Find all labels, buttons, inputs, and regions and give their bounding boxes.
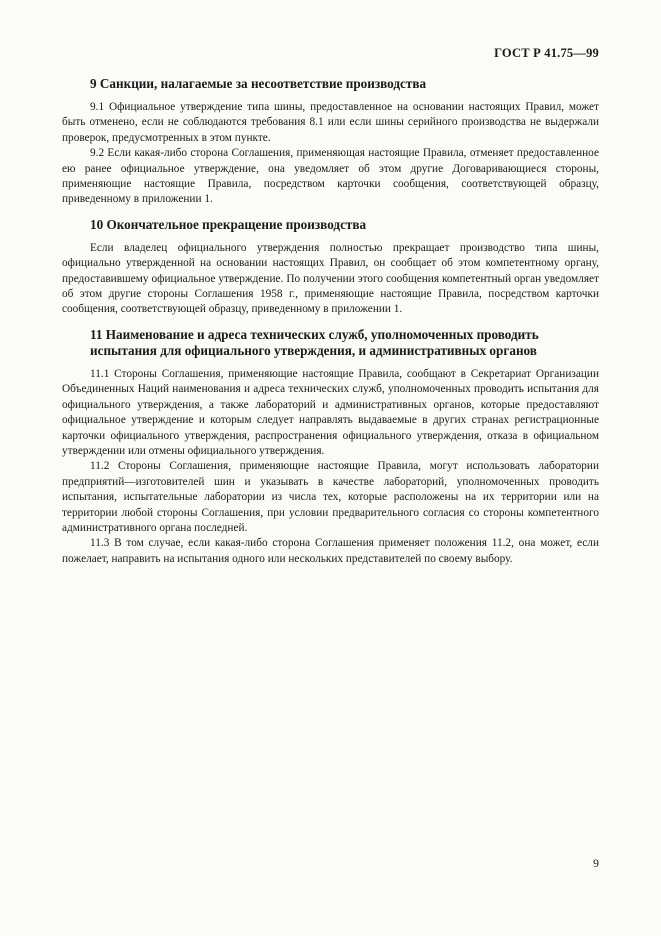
section-10 [62, 217, 599, 318]
paragraph: 9.2 Если какая-либо сторона Соглашения, применяющая настоящие Правила, отменяет предоставленное ею ранее официальное утверждение, она уведомляет об этом другие Договаривающиеся стороны, применяющие настоящие Правила, посредством карточки сообщения, соответствующей образцу, приведенному в приложении 1. [62, 147, 599, 206]
page-number: 9 [593, 856, 599, 870]
section-heading: 10 Окончательное прекращение производства [90, 216, 367, 232]
section-11 [62, 327, 599, 567]
section-9 [62, 76, 599, 208]
paragraph: 9.1 Официальное утверждение типа шины, предоставленное на основании настоящих Правил, может быть отменено, если не соблюдаются требования 8.1 или если шины серийного производства не выдержали проверок, предусмотренных в этом пункте. [62, 101, 599, 144]
paragraph: 11.2 Стороны Соглашения, применяющие настоящие Правила, могут использовать лаборатории предприятий—изготовителей шин и указывать в качестве лабораторий, уполномоченных проводить испытания, испытательные лаборатории из числа тех, которые расположены на их территории или на территории любой стороны Соглашения, при условии предварительного согласия со стороны компетентного административного органа последней. [62, 460, 599, 534]
section-heading: 11 Наименование и адреса технических служб, уполномоченных проводить испытания для официального утверждения, и административных органов [90, 326, 539, 358]
paragraph: 11.3 В том случае, если какая-либо сторона Соглашения применяет положения 11.2, она может, если пожелает, направить на испытания одного или нескольких представителей по своему выбору. [62, 537, 599, 565]
paragraph: Если владелец официального утверждения полностью прекращает производство типа шины, официально утвержденной на основании настоящих Правил, он сообщает об этом компетентному органу, предоставившему официальное утверждение. По получении этого сообщения компетентный орган уведомляет об этом другие стороны Соглашения 1958 г., применяющие настоящие Правила, посредством карточки сообщения, соответствующей образцу, приведенному в приложении 1. [62, 241, 599, 316]
section-heading: 9 Санкции, налагаемые за несоответствие производства [90, 76, 427, 91]
paragraph: 11.1 Стороны Соглашения, применяющие настоящие Правила, сообщают в Секретариат Организации Объединенных Наций наименования и адреса технических служб, уполномоченных проводить испытания для официального утверждения, а также лабораторий и административных органов, которые предоставляют официальное утверждение и которым следует направлять выдаваемые в других странах регистрационные карточки официального утверждения, распространения официального утверждения, отказа в официальном утверждении или отмены официального утверждения. [62, 367, 599, 457]
document-body [62, 76, 599, 576]
document-code: ГОСТ Р 41.75—99 [494, 46, 599, 60]
